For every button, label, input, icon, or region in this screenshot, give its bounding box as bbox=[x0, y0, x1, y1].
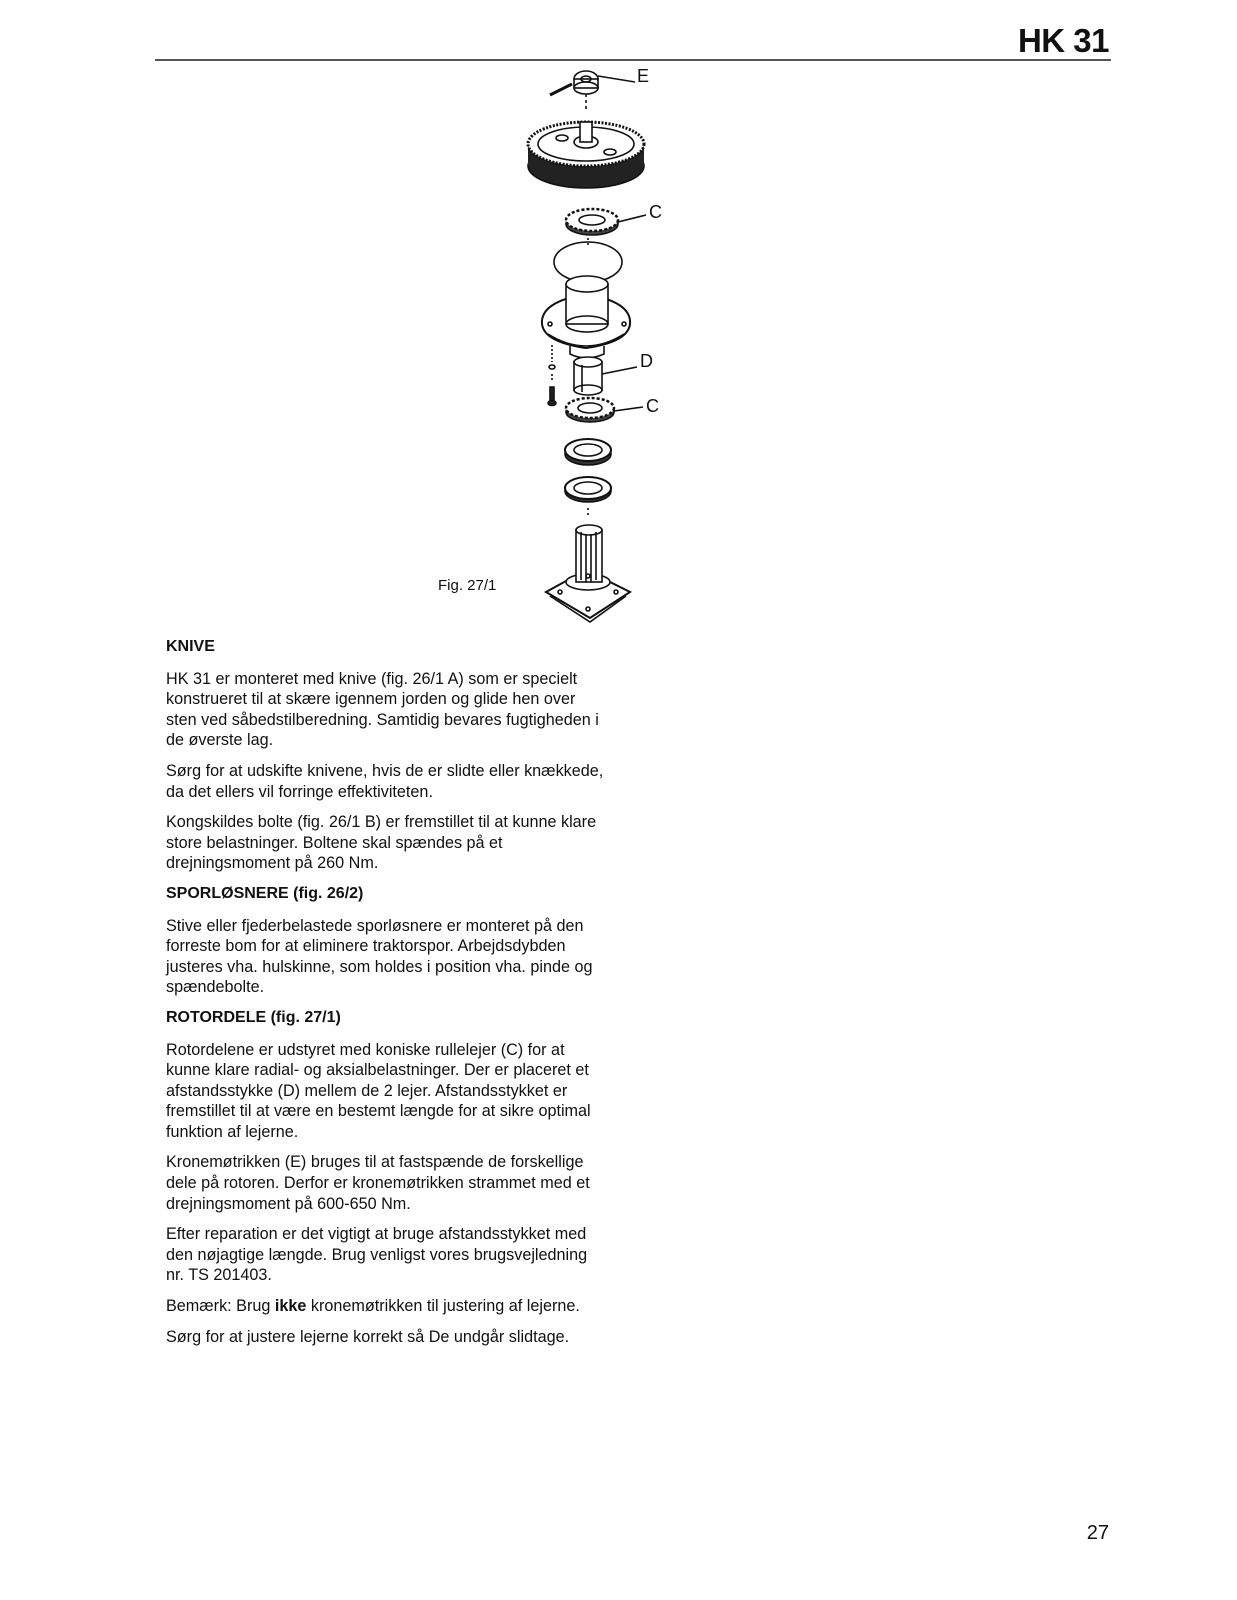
callout-e: E bbox=[637, 66, 650, 86]
paragraph: Rotordelene er udstyret med koniske rullelejer (C) for at kunne klare radial- og aksialbelastninger. Der er placeret et afstandsstykke (D) mellem de 2 lejer. Afstandsstykket er fremstillet til at være en bestemt længde for at sikre optimal funktion af lejerne. bbox=[166, 1040, 591, 1141]
lower-bearing-part bbox=[566, 398, 614, 422]
paragraph: Efter reparation er det vigtigt at bruge afstandsstykket med den nøjagtige længde. Brug venligst vores brugsvejledning nr. TS 201403. bbox=[166, 1225, 588, 1285]
page-number: 27 bbox=[1086, 1522, 1109, 1544]
note-paragraph bbox=[166, 1296, 606, 1317]
seal-ring-part bbox=[565, 439, 611, 465]
upper-bearing-part bbox=[566, 209, 618, 235]
section-heading-knive: KNIVE bbox=[166, 638, 215, 655]
note-suffix: kronemøtrikken til justering af lejerne. bbox=[306, 1297, 580, 1316]
paragraph: Sørg for at justere lejerne korrekt så De undgår slidtage. bbox=[166, 1327, 570, 1346]
section-heading-rotordele: ROTORDELE (fig. 27/1) bbox=[166, 1008, 341, 1026]
exploded-rotor-diagram bbox=[520, 62, 680, 632]
hub-housing-part bbox=[542, 276, 630, 358]
note-prefix: Bemærk: Brug bbox=[166, 1297, 275, 1316]
callout-c-lower: C bbox=[646, 396, 659, 416]
gear-wheel-part bbox=[528, 122, 644, 188]
crown-nut-part bbox=[574, 71, 598, 94]
spacer-part bbox=[574, 357, 602, 395]
callout-d: D bbox=[640, 351, 653, 371]
header-rule bbox=[155, 59, 1111, 61]
paragraph: Kronemøtrikken (E) bruges til at fastspænde de forskellige dele på rotoren. Derfor er kronemøtrikken strammet med et drejningsmoment på 600-650 Nm. bbox=[166, 1153, 590, 1213]
page-header-title: HK 31 bbox=[1017, 22, 1109, 59]
figure-caption: Fig. 27/1 bbox=[438, 577, 497, 594]
dust-cover-part bbox=[565, 477, 611, 502]
section-heading-sporlosnere: SPORLØSNERE (fig. 26/2) bbox=[166, 884, 364, 902]
paragraph: Kongskildes bolte (fig. 26/1 B) er fremstillet til at kunne klare store belastninger. Boltene skal spændes på et drejningsmoment på 260 Nm. bbox=[166, 813, 597, 873]
callout-c-upper: C bbox=[649, 202, 662, 222]
paragraph: Sørg for at udskifte knivene, hvis de er slidte eller knækkede, da det ellers vil forringe effektiviteten. bbox=[166, 761, 604, 801]
main-text bbox=[166, 637, 606, 1357]
rotor-shaft-part bbox=[546, 525, 630, 622]
note-emphasis: ikke bbox=[274, 1297, 307, 1316]
paragraph: HK 31 er monteret med knive (fig. 26/1 A) som er specielt konstrueret til at skære igennem jorden og glide hen over sten ved såbedstilberedning. Samtidig bevares fugtigheden i de øverste lag. bbox=[166, 669, 599, 750]
paragraph: Stive eller fjederbelastede sporløsnere er monteret på den forreste bom for at eliminere traktorspor. Arbejdsdybden justeres vha. hulskinne, som holdes i position vha. pinde og spændebolte. bbox=[166, 916, 593, 997]
